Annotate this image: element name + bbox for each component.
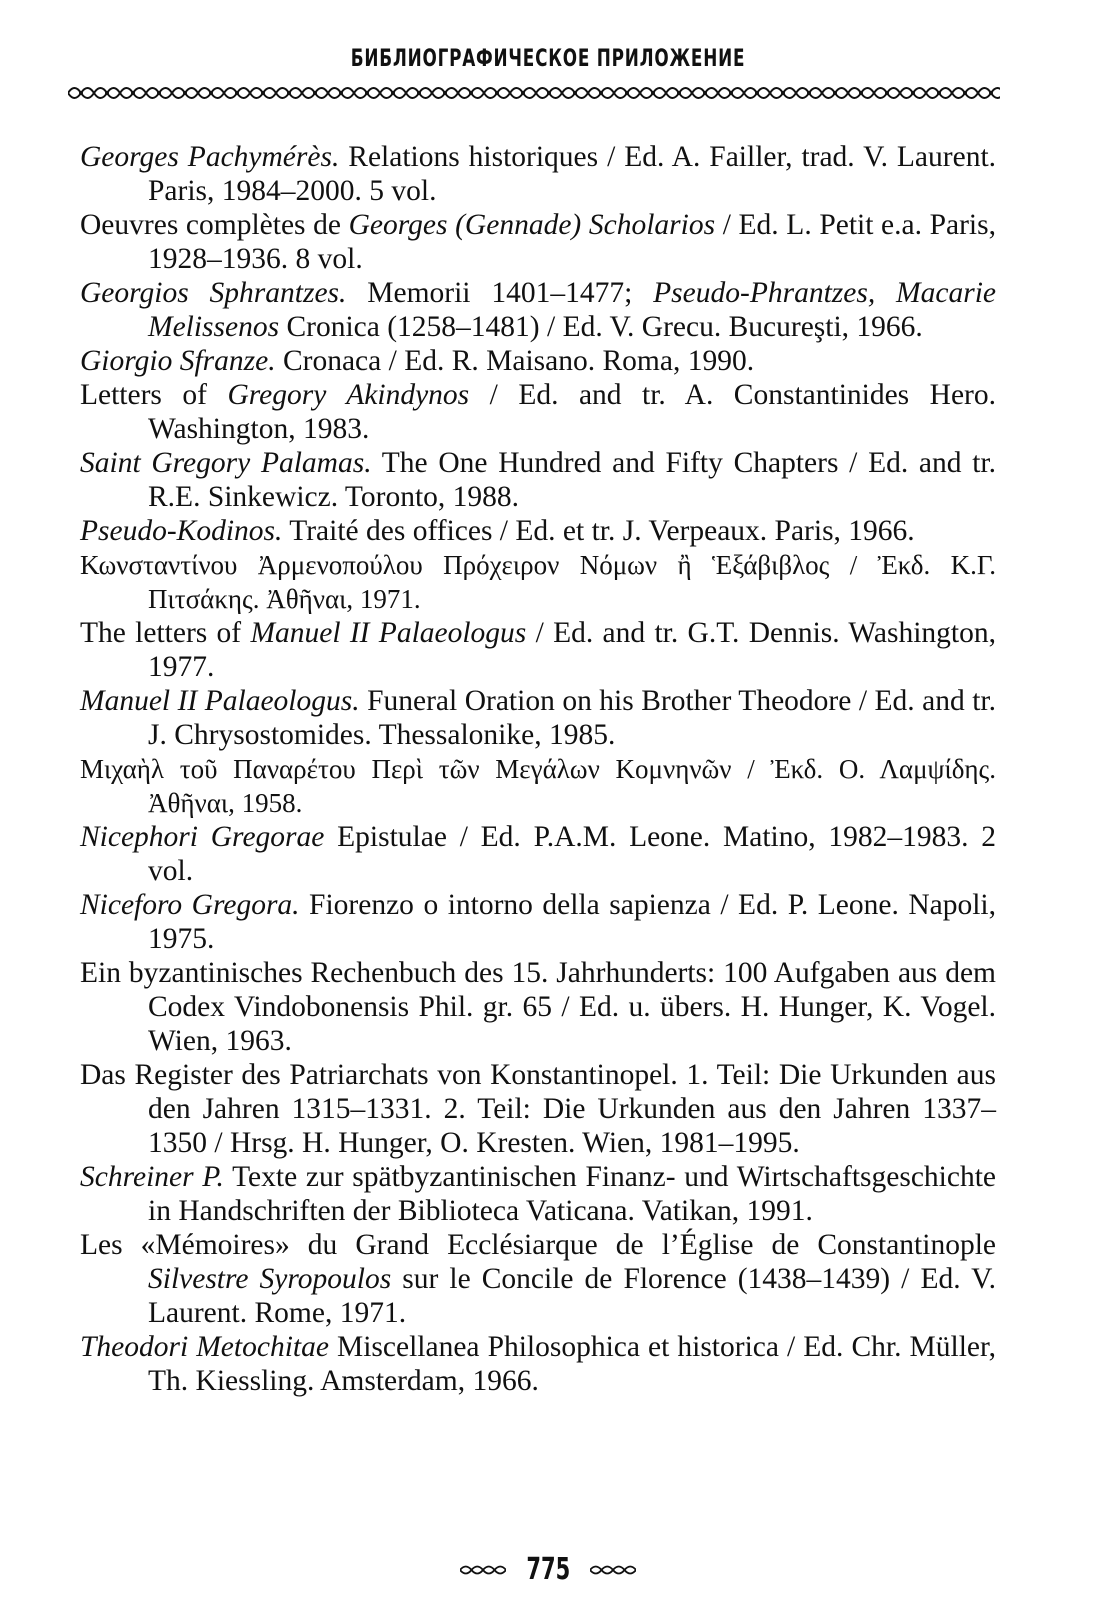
bibliography-entry [80, 378, 996, 446]
bibliography-entry [80, 616, 996, 684]
entry-italic-segment: Georgios Sphrantzes. [80, 277, 347, 309]
bibliography-entry [80, 888, 996, 956]
entry-text-segment: sur le Concile de Florence (1438–1439) / Ed. V. Laurent. Rome, 1971. [148, 1263, 996, 1329]
entry-text-segment: / Ed. and tr. A. Constantinides Hero. Washington, 1983. [148, 379, 996, 445]
entry-text-segment: / Ed. and tr. G.T. Dennis. Washington, 1977. [148, 617, 996, 683]
entry-italic-segment: Giorgio Sfranze. [80, 345, 276, 377]
bibliography-entry [80, 1330, 996, 1398]
entry-text-segment: Texte zur spätbyzantinischen Finanz- und Wirtschaftsgeschichte in Handschriften der Biblioteca Vaticana. Vatikan, 1991. [148, 1161, 997, 1227]
entry-text-segment: Relations historiques / Ed. A. Failler, trad. V. Laurent. Paris, 1984–2000. 5 vol. [148, 141, 997, 207]
entry-italic-segment: Niceforo Gregora. [80, 889, 300, 921]
entry-italic-segment: Georges Pachymérès. [80, 141, 340, 173]
entry-italic-segment: Saint Gregory Palamas. [80, 447, 372, 479]
bibliography-entry [80, 752, 996, 820]
bibliography-entry [80, 514, 996, 548]
entry-text-segment: Letters of [80, 379, 228, 411]
entry-text-segment: Μιχαὴλ τοῦ Παναρέτου Περὶ τῶν Μεγάλων Κομνηνῶν / Ἐκδ. Ο. Λαμψίδης. Ἀθῆναι, 1958. [80, 754, 996, 818]
bibliography-entry [80, 446, 996, 514]
entry-text-segment: Memorii 1401–1477; [346, 277, 654, 309]
entry-italic-segment: Pseudo-Kodinos. [80, 515, 283, 547]
entry-italic-segment: Schreiner P. [80, 1161, 224, 1193]
entry-text-segment: Epistulae / Ed. P.A.M. Leone. Matino, 1982–1983. 2 vol. [148, 821, 997, 887]
entry-text-segment: Κωνσταντίνου Ἀρμενοπούλου Πρόχειρον Νόμων ἢ Ἑξάβιβλος / Ἐκδ. Κ.Γ. Πιτσάκης. Ἀθῆναι, 1971. [80, 550, 996, 614]
page-footer [0, 1552, 1096, 1587]
bibliography-entry [80, 1228, 996, 1330]
bibliography-entry [80, 276, 996, 344]
entry-text-segment: The letters of [80, 617, 251, 649]
entry-text-segment: Fiorenzo o intorno della sapienza / Ed. P. Leone. Napoli, 1975. [148, 889, 996, 955]
entry-italic-segment: Theodori Metochitae [80, 1331, 329, 1363]
bibliography-entry [80, 956, 996, 1058]
entry-text-segment: Miscellanea Philosophica et historica / Ed. Chr. Müller, Th. Kiessling. Amsterdam, 1966. [148, 1331, 997, 1397]
ornamental-border [68, 82, 1000, 104]
bibliography-entry [80, 344, 996, 378]
footer-ornament-left [460, 1563, 506, 1577]
bibliography-entry [80, 684, 996, 752]
entry-italic-segment: Pseudo-Phrantzes, Macarie Melissenos [148, 277, 996, 343]
entry-text-segment: Traité des offices / Ed. et tr. J. Verpeaux. Paris, 1966. [282, 515, 915, 547]
footer-ornament-right [590, 1563, 636, 1577]
entry-italic-segment: Nicephori Gregorae [80, 821, 325, 853]
page-number: 775 [526, 1552, 570, 1587]
bibliography-entry [80, 548, 996, 616]
bibliography-entry [80, 140, 996, 208]
entry-italic-segment: Silvestre Syropoulos [148, 1263, 392, 1295]
entry-text-segment: Cronica (1258–1481) / Ed. V. Grecu. Bucureşti, 1966. [279, 311, 923, 343]
bibliography-list [80, 140, 996, 1398]
bibliography-entry [80, 208, 996, 276]
entry-text-segment: Oeuvres complètes de [80, 209, 349, 241]
entry-text-segment: Les «Mémoires» du Grand Ecclésiarque de l’Église de Constantinople [80, 1229, 996, 1261]
bibliography-entry [80, 1058, 996, 1160]
entry-italic-segment: Georges (Gennade) Scholarios [348, 209, 716, 241]
running-header: БИБЛИОГРАФИЧЕСКОЕ ПРИЛОЖЕНИЕ [350, 44, 746, 72]
entry-text-segment: Cronaca / Ed. R. Maisano. Roma, 1990. [275, 345, 755, 377]
entry-text-segment: / Ed. L. Petit e.a. Paris, 1928–1936. 8 vol. [148, 209, 996, 275]
entry-text-segment: Ein byzantinisches Rechenbuch des 15. Jahrhunderts: 100 Aufgaben aus dem Codex Vindobonensis Phil. gr. 65 / Ed. u. übers. H. Hunger, K. Vogel. Wien, 1963. [80, 957, 996, 1057]
entry-italic-segment: Manuel II Palaeologus [250, 617, 527, 649]
entry-text-segment: Das Register des Patriarchats von Konstantinopel. 1. Teil: Die Urkunden aus den Jahren 1315–1331. 2. Teil: Die Urkunden aus den Jahren 1337–1350 / Hrsg. H. Hunger, O. Kresten. Wien, 1981–1995. [80, 1059, 996, 1159]
bibliography-entry [80, 820, 996, 888]
bibliography-entry [80, 1160, 996, 1228]
entry-italic-segment: Manuel II Palaeologus. [80, 685, 360, 717]
entry-text-segment: Funeral Oration on his Brother Theodore / Ed. and tr. J. Chrysostomides. Thessalonike, 1985. [148, 685, 996, 751]
entry-text-segment: The One Hundred and Fifty Chapters / Ed. and tr. R.E. Sinkewicz. Toronto, 1988. [148, 447, 997, 513]
entry-italic-segment: Gregory Akindynos [227, 379, 470, 411]
